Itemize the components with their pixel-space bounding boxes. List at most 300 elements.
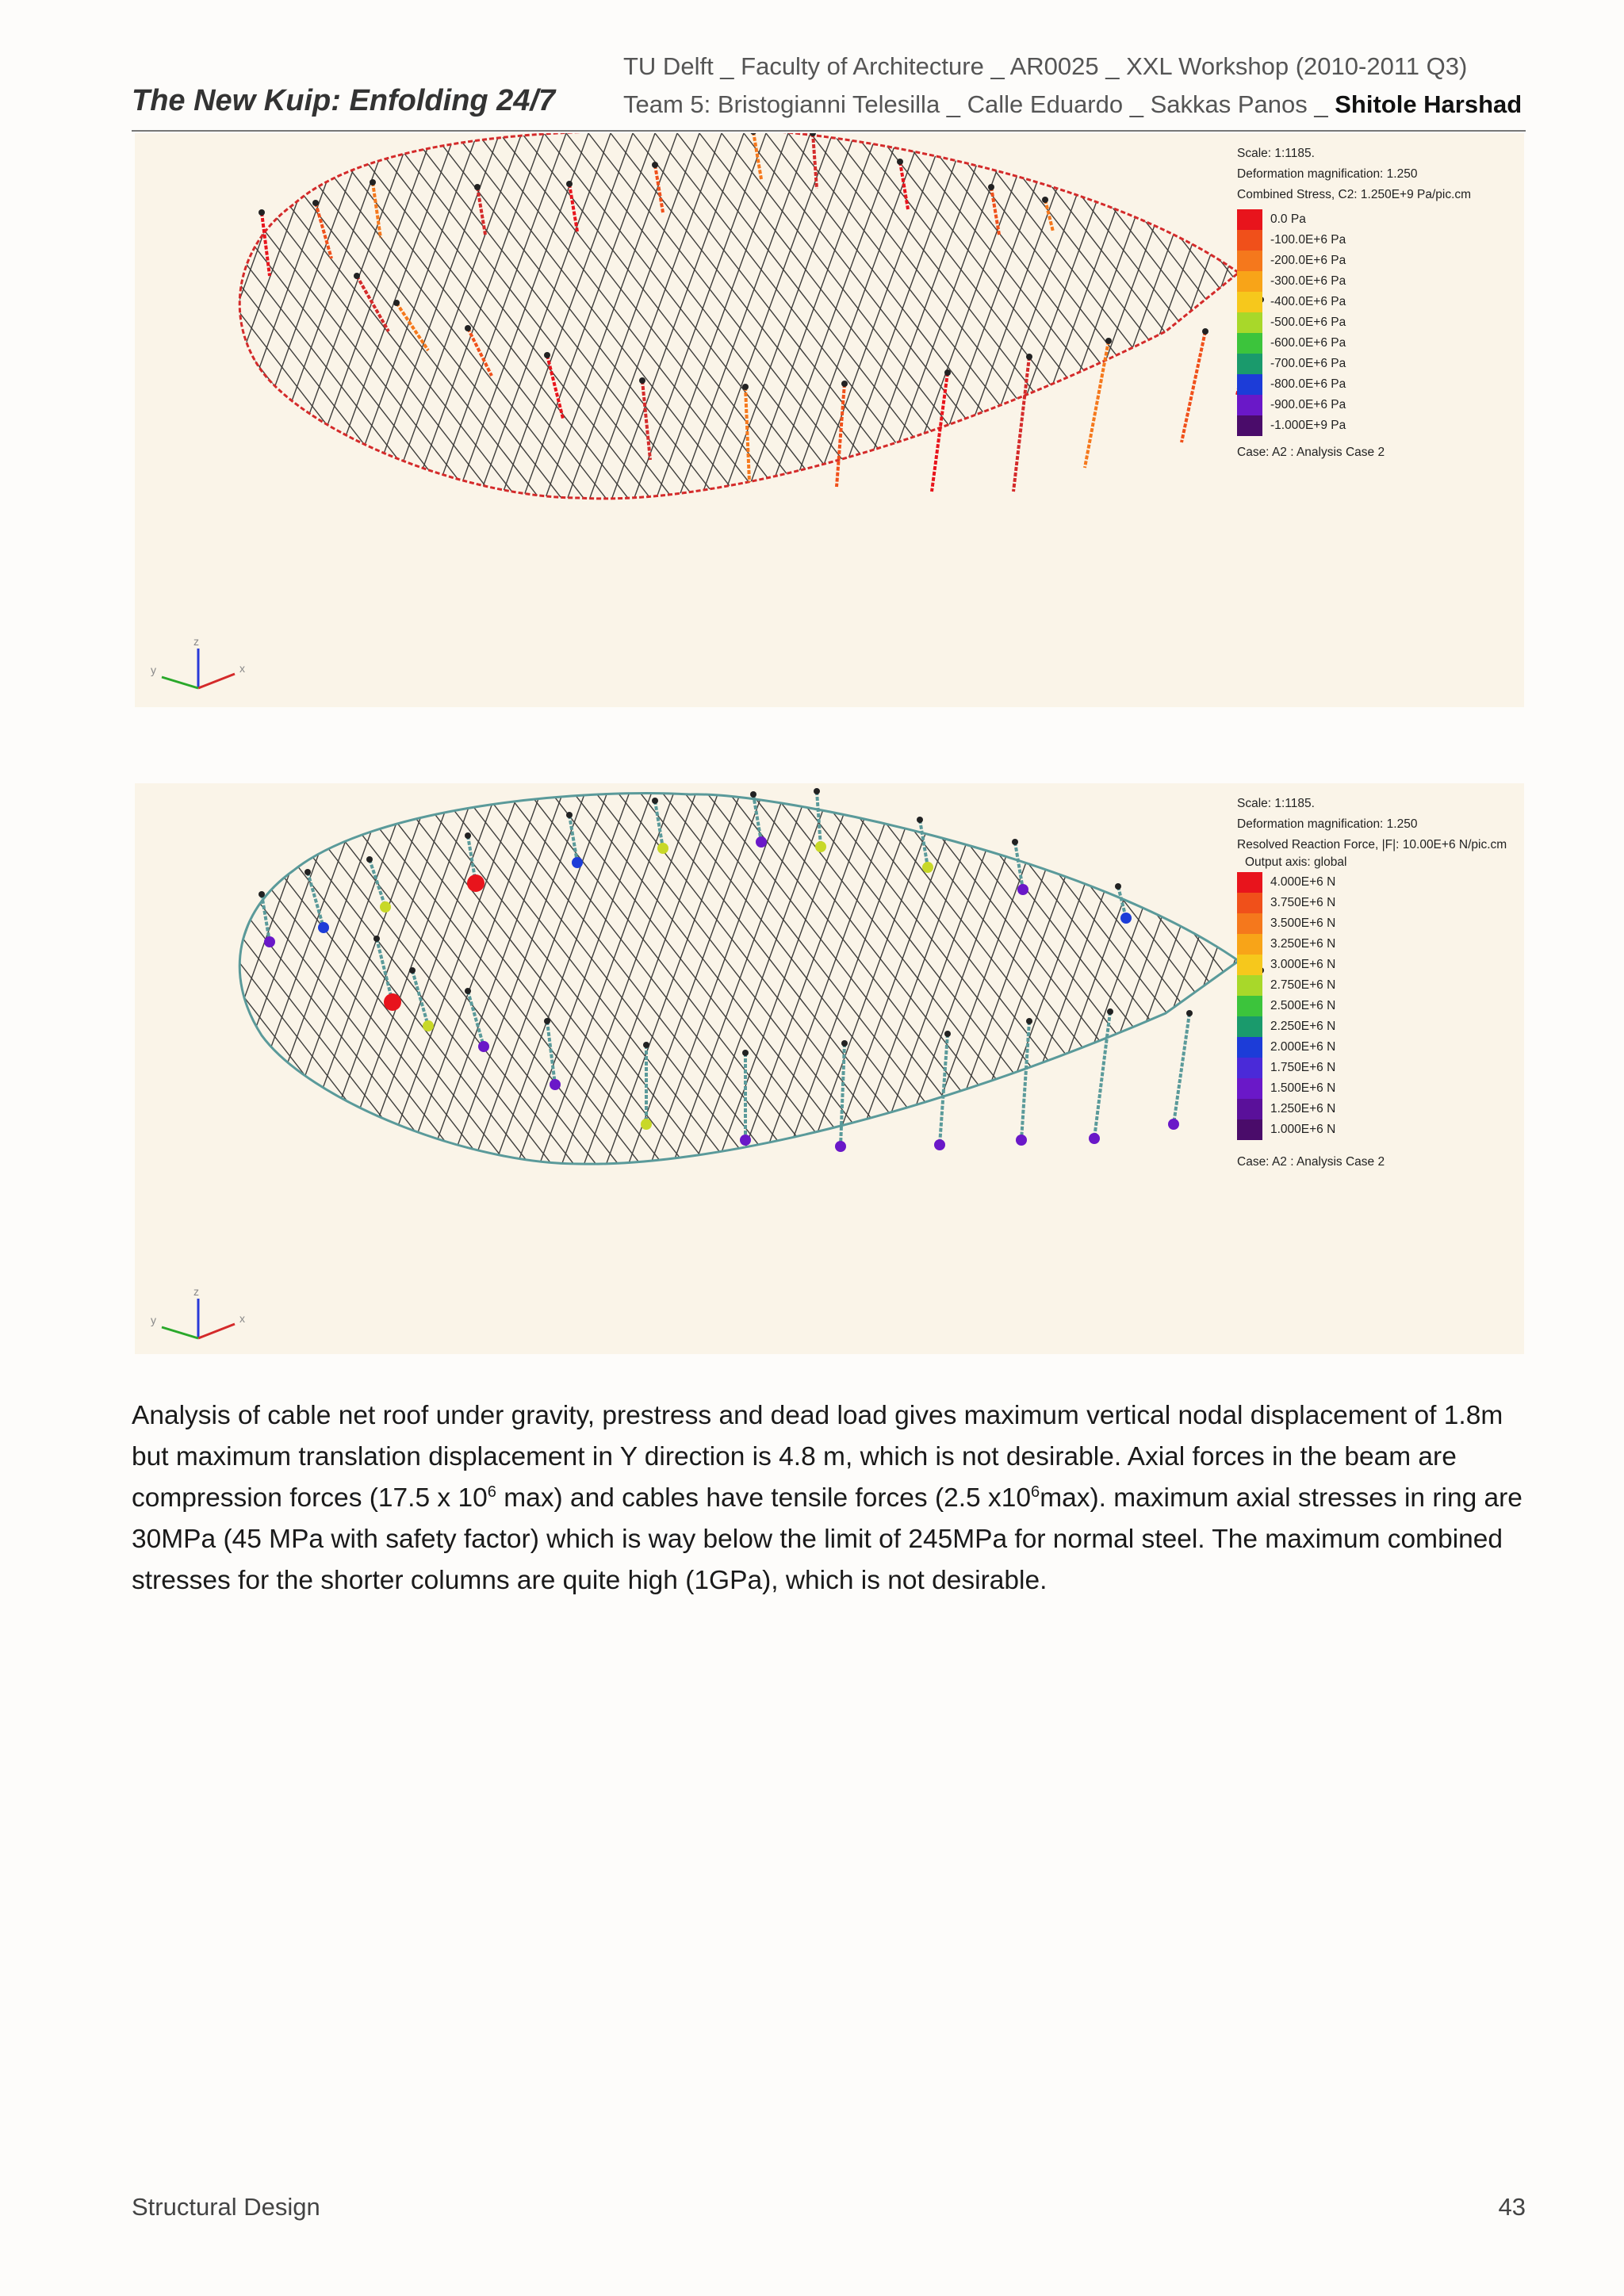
cable bbox=[538, 133, 744, 704]
cable bbox=[959, 133, 1166, 704]
node bbox=[742, 384, 749, 390]
column bbox=[1174, 1013, 1189, 1124]
cable bbox=[135, 133, 411, 704]
cable bbox=[1093, 783, 1299, 1354]
cable bbox=[1426, 133, 1524, 704]
legend-label: -300.0E+6 Pa bbox=[1270, 274, 1346, 288]
cable bbox=[604, 783, 810, 1354]
cable bbox=[538, 783, 744, 1354]
cable bbox=[249, 783, 455, 1354]
axis-triad bbox=[151, 635, 245, 688]
cable bbox=[1515, 783, 1524, 1354]
legend-swatch bbox=[1237, 251, 1262, 271]
column bbox=[1182, 331, 1205, 442]
cable bbox=[135, 783, 255, 1354]
cable bbox=[404, 783, 611, 1354]
cable bbox=[1026, 133, 1232, 704]
legend-swatch bbox=[1237, 913, 1262, 934]
reaction-force-plot bbox=[135, 783, 1524, 1354]
legend-label: -800.0E+6 Pa bbox=[1270, 377, 1346, 391]
cable bbox=[626, 783, 833, 1354]
cable bbox=[693, 133, 899, 704]
columns bbox=[259, 133, 1264, 492]
cable bbox=[135, 133, 255, 704]
cable bbox=[959, 783, 1166, 1354]
cable bbox=[649, 783, 855, 1354]
node bbox=[639, 377, 645, 384]
cable bbox=[135, 783, 278, 1354]
reaction-node bbox=[550, 1079, 561, 1090]
legend-label: 2.500E+6 N bbox=[1270, 999, 1336, 1012]
cable bbox=[515, 783, 722, 1354]
legend-deformation: Deformation magnification: 1.250 bbox=[1237, 817, 1418, 831]
cable bbox=[135, 783, 544, 1354]
cable bbox=[1388, 783, 1524, 1354]
node bbox=[409, 967, 416, 974]
legend-label: -1.000E+9 Pa bbox=[1270, 419, 1346, 432]
cable bbox=[135, 133, 167, 704]
column bbox=[1085, 341, 1109, 468]
node bbox=[750, 133, 756, 135]
column bbox=[920, 820, 928, 867]
legend-swatch bbox=[1237, 1016, 1262, 1037]
cable bbox=[135, 783, 255, 1354]
reaction-node bbox=[380, 901, 391, 913]
reaction-node bbox=[1168, 1119, 1179, 1130]
column bbox=[753, 133, 761, 179]
node bbox=[566, 181, 573, 187]
legend-swatch bbox=[1237, 1119, 1262, 1140]
node bbox=[1202, 328, 1208, 335]
legend-label: 0.0 Pa bbox=[1270, 212, 1306, 226]
cable bbox=[227, 133, 433, 704]
node bbox=[988, 184, 994, 190]
legend-swatch bbox=[1237, 312, 1262, 333]
cable bbox=[138, 133, 344, 704]
cable bbox=[1010, 133, 1454, 704]
node bbox=[652, 162, 658, 168]
cable bbox=[382, 783, 588, 1354]
cable bbox=[966, 783, 1410, 1354]
cable bbox=[135, 783, 389, 1354]
cable bbox=[515, 133, 722, 704]
column bbox=[837, 384, 845, 487]
cable bbox=[1381, 783, 1524, 1354]
cable bbox=[1315, 783, 1521, 1354]
cable bbox=[988, 133, 1432, 704]
cable bbox=[871, 133, 1077, 704]
column bbox=[1094, 1012, 1110, 1138]
cable bbox=[493, 133, 699, 704]
cable bbox=[715, 783, 921, 1354]
cable bbox=[135, 783, 144, 1354]
legend-swatch bbox=[1237, 872, 1262, 893]
columns bbox=[259, 788, 1264, 1152]
cable bbox=[293, 783, 500, 1354]
legend-label: 1.250E+6 N bbox=[1270, 1102, 1336, 1115]
cable bbox=[1010, 783, 1454, 1354]
cable bbox=[249, 133, 455, 704]
cable bbox=[582, 133, 788, 704]
cable bbox=[427, 133, 633, 704]
cable bbox=[1048, 133, 1254, 704]
node bbox=[1026, 354, 1032, 360]
cable bbox=[1492, 133, 1524, 704]
node bbox=[544, 1018, 550, 1024]
cable bbox=[493, 783, 699, 1354]
cable bbox=[135, 783, 167, 1354]
legend-deformation: Deformation magnification: 1.250 bbox=[1237, 167, 1418, 181]
column bbox=[308, 872, 324, 928]
reaction-force-figure bbox=[135, 783, 1524, 1354]
cable bbox=[1026, 783, 1232, 1354]
axis-x-label: x bbox=[239, 662, 245, 675]
cable bbox=[1321, 783, 1524, 1354]
legend-label: 3.500E+6 N bbox=[1270, 916, 1336, 930]
legend-case: Case: A2 : Analysis Case 2 bbox=[1237, 1155, 1385, 1169]
cable bbox=[360, 783, 566, 1354]
column bbox=[817, 791, 821, 847]
legend-swatch bbox=[1237, 415, 1262, 436]
column bbox=[477, 187, 485, 235]
cable bbox=[135, 783, 211, 1354]
cable bbox=[135, 783, 278, 1354]
cable bbox=[135, 783, 477, 1354]
cable bbox=[671, 783, 877, 1354]
reaction-node bbox=[467, 874, 485, 892]
cable bbox=[1048, 783, 1254, 1354]
cable bbox=[135, 783, 566, 1354]
cable bbox=[826, 133, 1032, 704]
cable bbox=[1454, 133, 1524, 704]
cable bbox=[1448, 133, 1524, 704]
column bbox=[753, 794, 761, 842]
cable bbox=[316, 133, 522, 704]
reaction-node bbox=[756, 836, 767, 848]
cable bbox=[804, 783, 1010, 1354]
superscript: 6 bbox=[1031, 1483, 1040, 1501]
node bbox=[566, 812, 573, 818]
column bbox=[940, 1034, 948, 1145]
legend-swatch bbox=[1237, 1078, 1262, 1099]
cable bbox=[1499, 783, 1524, 1354]
cable bbox=[760, 783, 966, 1354]
cable bbox=[1432, 783, 1524, 1354]
cable bbox=[1410, 783, 1524, 1354]
cable bbox=[182, 133, 389, 704]
cable bbox=[1388, 133, 1524, 704]
legend-label: -200.0E+6 Pa bbox=[1270, 254, 1346, 267]
cable bbox=[1477, 783, 1524, 1354]
cable bbox=[1410, 133, 1524, 704]
cable bbox=[982, 783, 1188, 1354]
node bbox=[841, 381, 848, 387]
cable bbox=[715, 133, 921, 704]
analysis-paragraph bbox=[132, 1395, 1535, 1601]
legend-swatch bbox=[1237, 271, 1262, 292]
legend-swatch bbox=[1237, 1058, 1262, 1078]
combined-stress-figure bbox=[135, 133, 1524, 707]
cable bbox=[1470, 133, 1524, 704]
cable bbox=[293, 133, 500, 704]
cable bbox=[1499, 133, 1524, 704]
cable bbox=[360, 133, 566, 704]
cable bbox=[915, 133, 1121, 704]
cable bbox=[626, 133, 833, 704]
legend-label: -100.0E+6 Pa bbox=[1270, 233, 1346, 247]
node bbox=[465, 832, 471, 839]
cable bbox=[227, 783, 433, 1354]
node bbox=[370, 179, 376, 186]
cable bbox=[582, 783, 788, 1354]
legend-label: -500.0E+6 Pa bbox=[1270, 316, 1346, 329]
cable bbox=[1093, 133, 1299, 704]
compression-ring bbox=[239, 794, 1239, 1165]
reaction-node bbox=[934, 1139, 945, 1150]
node bbox=[944, 1031, 951, 1037]
cable bbox=[135, 783, 233, 1354]
cable bbox=[135, 133, 455, 704]
cable bbox=[1343, 133, 1524, 704]
node bbox=[944, 369, 951, 376]
node bbox=[366, 856, 373, 863]
column bbox=[1021, 1021, 1029, 1140]
reaction-node bbox=[1017, 884, 1028, 895]
cable bbox=[1426, 783, 1524, 1354]
combined-stress-plot bbox=[135, 133, 1524, 707]
node bbox=[465, 988, 471, 994]
cable bbox=[135, 133, 233, 704]
legend-label: 2.000E+6 N bbox=[1270, 1040, 1336, 1054]
node bbox=[643, 1042, 649, 1048]
document-title: The New Kuip: Enfolding 24/7 bbox=[132, 84, 556, 117]
legend-label: 2.750E+6 N bbox=[1270, 978, 1336, 992]
cable bbox=[135, 133, 255, 704]
cable bbox=[782, 133, 988, 704]
legend-label: 1.000E+6 N bbox=[1270, 1123, 1336, 1136]
column bbox=[373, 182, 381, 238]
axis-y-label: y bbox=[151, 1314, 156, 1326]
reaction-node bbox=[815, 841, 826, 852]
column bbox=[262, 212, 270, 276]
node bbox=[373, 936, 380, 942]
cable bbox=[1404, 783, 1524, 1354]
legend-case: Case: A2 : Analysis Case 2 bbox=[1237, 446, 1385, 459]
column bbox=[642, 381, 650, 460]
paragraph-part: max) and cables have tensile forces (2.5 x10 bbox=[496, 1483, 1031, 1513]
legend-label: 1.500E+6 N bbox=[1270, 1081, 1336, 1095]
legend-label: -400.0E+6 Pa bbox=[1270, 295, 1346, 308]
legend-label: -900.0E+6 Pa bbox=[1270, 398, 1346, 411]
legend-swatch bbox=[1237, 374, 1262, 395]
cable bbox=[135, 133, 211, 704]
cable bbox=[1521, 783, 1524, 1354]
node bbox=[1107, 1008, 1113, 1015]
cable bbox=[782, 783, 988, 1354]
cable bbox=[1365, 783, 1524, 1354]
cable bbox=[135, 783, 300, 1354]
team-author-bold: Shitole Harshad bbox=[1335, 90, 1522, 118]
cable bbox=[649, 133, 855, 704]
cable bbox=[135, 783, 211, 1354]
node bbox=[304, 869, 311, 875]
cable bbox=[135, 133, 477, 704]
legend-quantity: Combined Stress, C2: 1.250E+9 Pa/pic.cm bbox=[1237, 188, 1472, 201]
cable bbox=[737, 783, 944, 1354]
reaction-node bbox=[1089, 1133, 1100, 1144]
legend-label: 3.750E+6 N bbox=[1270, 896, 1336, 909]
reaction-node bbox=[572, 857, 583, 868]
cable bbox=[135, 783, 189, 1354]
cable bbox=[604, 133, 810, 704]
cable bbox=[1470, 783, 1524, 1354]
cable bbox=[135, 133, 566, 704]
axis-y-label: y bbox=[151, 664, 156, 676]
legend-quantity: Resolved Reaction Force, |F|: 10.00E+6 N/pic.cm bbox=[1237, 838, 1507, 851]
node bbox=[474, 184, 481, 190]
cable bbox=[271, 783, 477, 1354]
node bbox=[312, 200, 319, 206]
cable bbox=[205, 133, 411, 704]
cable bbox=[160, 783, 366, 1354]
cable bbox=[1337, 783, 1524, 1354]
column bbox=[1013, 357, 1029, 492]
cable bbox=[135, 133, 189, 704]
cable bbox=[893, 133, 1099, 704]
legend-output-axis: Output axis: global bbox=[1245, 855, 1347, 869]
cable bbox=[135, 133, 522, 704]
cable bbox=[338, 133, 544, 704]
column bbox=[569, 815, 577, 863]
reaction-node bbox=[922, 862, 933, 873]
cable bbox=[1477, 133, 1524, 704]
node bbox=[652, 798, 658, 804]
cable bbox=[182, 783, 389, 1354]
cable bbox=[1004, 133, 1210, 704]
cable bbox=[135, 133, 144, 704]
column bbox=[262, 894, 270, 942]
legend-swatch bbox=[1237, 230, 1262, 251]
cable bbox=[338, 783, 544, 1354]
legend-swatch bbox=[1237, 333, 1262, 354]
axis-z-label: z bbox=[193, 1285, 199, 1298]
legend-swatch bbox=[1237, 209, 1262, 230]
cable bbox=[1521, 133, 1524, 704]
cable bbox=[135, 133, 167, 704]
column bbox=[900, 162, 908, 209]
cable bbox=[135, 133, 544, 704]
legend-label: -700.0E+6 Pa bbox=[1270, 357, 1346, 370]
paragraph-part: Analysis of cable net roof under gravity, prestress and dead load gives maximum vertical nodal displacement of 1.8m but maximum translation displacement in Y direction is 4.8 m, which is not desirable. Axial forces in the beam are compression forces (17.5 x 10 bbox=[132, 1401, 1503, 1513]
node bbox=[917, 817, 923, 823]
reaction-node bbox=[264, 936, 275, 947]
cable bbox=[135, 783, 522, 1354]
cable bbox=[135, 133, 278, 704]
cable bbox=[1492, 783, 1524, 1354]
node bbox=[1186, 1010, 1193, 1016]
legend-swatch bbox=[1237, 354, 1262, 374]
cable bbox=[135, 783, 144, 1354]
node bbox=[354, 273, 360, 279]
reaction-node bbox=[835, 1141, 846, 1152]
axis-x-label: x bbox=[239, 1312, 245, 1325]
node bbox=[259, 891, 265, 897]
cable bbox=[449, 133, 655, 704]
stress-legend bbox=[1237, 147, 1471, 459]
column bbox=[370, 859, 385, 907]
team-members: Team 5: Bristogianni Telesilla _ Calle Eduardo _ Sakkas Panos _ bbox=[623, 90, 1335, 118]
column bbox=[745, 387, 749, 482]
legend-scale: Scale: 1:1185. bbox=[1237, 797, 1315, 810]
cable bbox=[135, 783, 366, 1354]
reaction-node bbox=[641, 1119, 652, 1130]
node bbox=[742, 1050, 749, 1056]
legend-swatch bbox=[1237, 996, 1262, 1016]
legend-swatch bbox=[1237, 1037, 1262, 1058]
reaction-node bbox=[478, 1041, 489, 1052]
legend-label: 2.250E+6 N bbox=[1270, 1020, 1336, 1033]
cable bbox=[135, 133, 366, 704]
reaction-node bbox=[423, 1020, 434, 1031]
cable bbox=[760, 133, 966, 704]
legend-label: 1.750E+6 N bbox=[1270, 1061, 1336, 1074]
cable bbox=[1343, 783, 1524, 1354]
cable bbox=[693, 783, 899, 1354]
reaction-node bbox=[384, 993, 401, 1011]
page-number: 43 bbox=[1498, 2193, 1526, 2221]
node bbox=[1026, 1018, 1032, 1024]
cable bbox=[382, 133, 588, 704]
node bbox=[750, 791, 756, 798]
cable bbox=[135, 133, 322, 704]
node bbox=[897, 159, 903, 165]
cable bbox=[135, 783, 500, 1354]
cable bbox=[988, 783, 1432, 1354]
node bbox=[814, 788, 820, 794]
cable bbox=[316, 783, 522, 1354]
cable bbox=[271, 133, 477, 704]
reaction-node bbox=[657, 843, 668, 854]
cable bbox=[135, 133, 233, 704]
cable bbox=[135, 133, 189, 704]
node bbox=[1042, 197, 1048, 203]
cable bbox=[1365, 133, 1524, 704]
cable bbox=[1432, 133, 1524, 704]
legend-swatch bbox=[1237, 1099, 1262, 1119]
cable bbox=[804, 133, 1010, 704]
cable bbox=[671, 133, 877, 704]
legend-scale: Scale: 1:1185. bbox=[1237, 147, 1315, 160]
reaction-node bbox=[1120, 913, 1132, 924]
cable bbox=[1448, 783, 1524, 1354]
cable bbox=[1321, 133, 1524, 704]
node bbox=[465, 325, 471, 331]
cable bbox=[404, 133, 611, 704]
legend-label: 3.250E+6 N bbox=[1270, 937, 1336, 951]
cable bbox=[138, 783, 344, 1354]
cable bbox=[135, 133, 500, 704]
node bbox=[1115, 883, 1121, 890]
footer-section: Structural Design bbox=[132, 2193, 320, 2221]
cable bbox=[135, 783, 233, 1354]
column bbox=[655, 165, 663, 212]
superscript: 6 bbox=[487, 1483, 496, 1501]
reaction-node bbox=[318, 922, 329, 933]
legend-swatch bbox=[1237, 934, 1262, 955]
legend-swatch bbox=[1237, 955, 1262, 975]
cable bbox=[1337, 133, 1524, 704]
cable bbox=[135, 133, 322, 704]
